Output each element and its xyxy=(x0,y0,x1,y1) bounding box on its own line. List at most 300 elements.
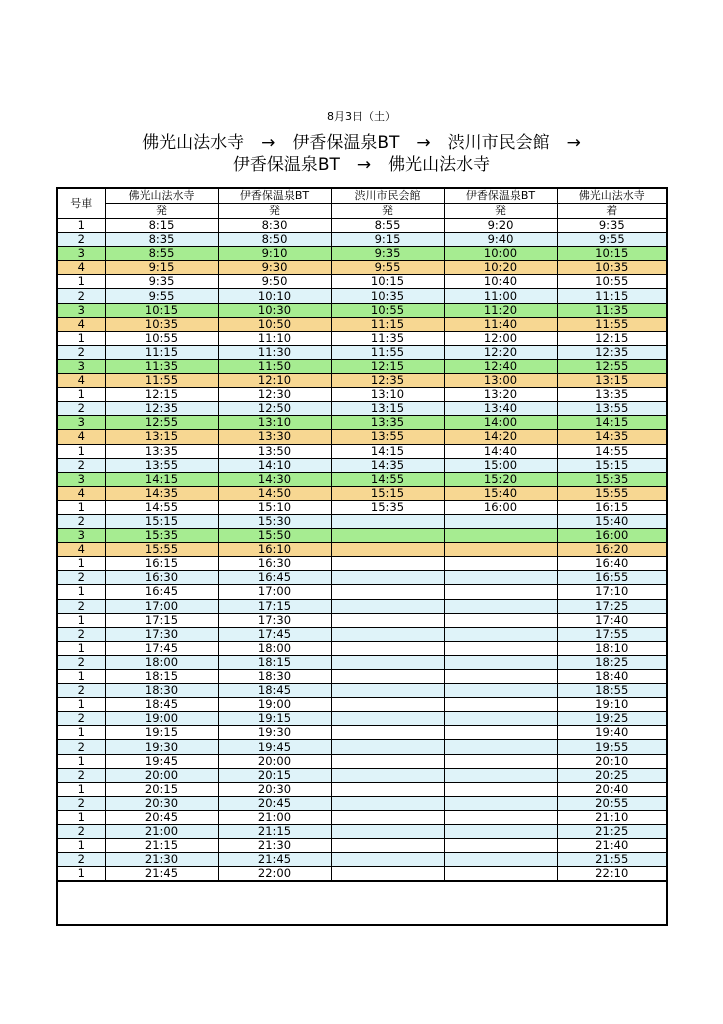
time-cell xyxy=(331,698,444,712)
time-cell: 20:45 xyxy=(218,796,331,810)
time-cell: 14:15 xyxy=(557,416,667,430)
time-cell: 15:00 xyxy=(444,458,557,472)
time-cell: 10:10 xyxy=(218,289,331,303)
time-cell xyxy=(444,754,557,768)
table-row xyxy=(57,825,667,839)
time-cell: 21:10 xyxy=(557,810,667,824)
car-number-cell: 1 xyxy=(57,754,105,768)
time-cell xyxy=(331,557,444,571)
car-number-cell: 1 xyxy=(57,839,105,853)
car-number-cell: 2 xyxy=(57,402,105,416)
time-cell: 11:15 xyxy=(557,289,667,303)
time-cell: 9:55 xyxy=(105,289,218,303)
car-number-cell: 2 xyxy=(57,853,105,867)
car-number-cell: 3 xyxy=(57,529,105,543)
car-number-cell: 1 xyxy=(57,444,105,458)
car-number-cell: 2 xyxy=(57,655,105,669)
time-cell: 13:40 xyxy=(444,402,557,416)
car-number-cell: 1 xyxy=(57,698,105,712)
time-cell: 16:30 xyxy=(105,571,218,585)
time-cell: 22:00 xyxy=(218,867,331,882)
time-cell: 20:25 xyxy=(557,768,667,782)
time-cell: 8:30 xyxy=(218,219,331,233)
stop-header-2: 伊香保温泉BT xyxy=(218,188,331,204)
car-number-cell: 2 xyxy=(57,599,105,613)
kind-header-2: 発 xyxy=(218,204,331,219)
table-row xyxy=(57,402,667,416)
time-cell: 15:40 xyxy=(444,486,557,500)
time-cell: 19:30 xyxy=(218,726,331,740)
car-number-cell: 2 xyxy=(57,233,105,247)
time-cell: 21:15 xyxy=(218,825,331,839)
table-row xyxy=(57,796,667,810)
table-row xyxy=(57,585,667,599)
time-cell: 19:15 xyxy=(105,726,218,740)
time-cell: 16:40 xyxy=(557,557,667,571)
stop-header-3: 渋川市民会館 xyxy=(331,188,444,204)
time-cell: 16:15 xyxy=(557,500,667,514)
time-cell xyxy=(444,839,557,853)
table-row xyxy=(57,430,667,444)
time-cell: 16:45 xyxy=(218,571,331,585)
time-cell: 16:10 xyxy=(218,543,331,557)
car-number-cell: 3 xyxy=(57,247,105,261)
time-cell: 18:30 xyxy=(218,670,331,684)
time-cell: 14:35 xyxy=(105,486,218,500)
time-cell: 13:35 xyxy=(105,444,218,458)
car-number-cell: 1 xyxy=(57,867,105,882)
time-cell: 19:55 xyxy=(557,740,667,754)
time-cell: 12:00 xyxy=(444,331,557,345)
time-cell: 9:15 xyxy=(105,261,218,275)
time-cell: 20:00 xyxy=(218,754,331,768)
time-cell: 14:30 xyxy=(218,472,331,486)
time-cell: 15:55 xyxy=(557,486,667,500)
table-row xyxy=(57,317,667,331)
time-cell xyxy=(444,641,557,655)
table-row xyxy=(57,571,667,585)
time-cell: 13:50 xyxy=(218,444,331,458)
time-cell: 14:55 xyxy=(557,444,667,458)
table-row xyxy=(57,261,667,275)
car-number-cell: 1 xyxy=(57,331,105,345)
table-row xyxy=(57,500,667,514)
car-number-cell: 3 xyxy=(57,472,105,486)
table-row xyxy=(57,275,667,289)
table-row xyxy=(57,627,667,641)
time-cell: 10:15 xyxy=(557,247,667,261)
car-number-cell: 2 xyxy=(57,571,105,585)
car-number-cell: 1 xyxy=(57,726,105,740)
time-cell: 17:55 xyxy=(557,627,667,641)
route-title-line1: 佛光山法水寺 → 伊香保温泉BT → 渋川市民会館 → xyxy=(142,133,581,153)
car-number-cell: 4 xyxy=(57,261,105,275)
time-cell: 10:00 xyxy=(444,247,557,261)
time-cell: 13:35 xyxy=(557,388,667,402)
table-row xyxy=(57,303,667,317)
time-cell: 15:15 xyxy=(105,514,218,528)
time-cell: 17:00 xyxy=(218,585,331,599)
time-cell: 10:15 xyxy=(105,303,218,317)
time-cell: 13:15 xyxy=(557,374,667,388)
time-cell xyxy=(444,825,557,839)
time-cell: 15:30 xyxy=(218,514,331,528)
car-number-cell: 4 xyxy=(57,430,105,444)
time-cell: 12:15 xyxy=(557,331,667,345)
timetable xyxy=(56,187,668,926)
car-number-cell: 1 xyxy=(57,613,105,627)
car-number-cell: 2 xyxy=(57,796,105,810)
time-cell: 18:30 xyxy=(105,684,218,698)
time-cell: 9:10 xyxy=(218,247,331,261)
time-cell: 13:20 xyxy=(444,388,557,402)
time-cell xyxy=(444,684,557,698)
table-row xyxy=(57,867,667,882)
table-row xyxy=(57,853,667,867)
time-cell: 11:20 xyxy=(444,303,557,317)
table-row xyxy=(57,810,667,824)
table-row xyxy=(57,712,667,726)
table-row xyxy=(57,289,667,303)
kind-header-5: 着 xyxy=(557,204,667,219)
table-row xyxy=(57,219,667,233)
time-cell: 18:25 xyxy=(557,655,667,669)
time-cell: 10:20 xyxy=(444,261,557,275)
car-number-cell: 1 xyxy=(57,275,105,289)
time-cell xyxy=(331,712,444,726)
car-number-cell: 2 xyxy=(57,740,105,754)
car-number-cell: 1 xyxy=(57,641,105,655)
time-cell: 17:15 xyxy=(218,599,331,613)
time-cell: 19:15 xyxy=(218,712,331,726)
table-row xyxy=(57,839,667,853)
time-cell xyxy=(331,768,444,782)
time-cell: 18:55 xyxy=(557,684,667,698)
stop-header-1: 佛光山法水寺 xyxy=(105,188,218,204)
time-cell: 10:35 xyxy=(331,289,444,303)
time-cell: 14:10 xyxy=(218,458,331,472)
time-cell xyxy=(331,655,444,669)
time-cell: 16:00 xyxy=(444,500,557,514)
car-number-cell: 2 xyxy=(57,825,105,839)
table-row xyxy=(57,768,667,782)
time-cell: 18:10 xyxy=(557,641,667,655)
time-cell: 13:55 xyxy=(105,458,218,472)
time-cell: 12:55 xyxy=(105,416,218,430)
table-row xyxy=(57,388,667,402)
time-cell xyxy=(444,867,557,882)
time-cell xyxy=(444,529,557,543)
time-cell: 17:30 xyxy=(105,627,218,641)
time-cell: 19:00 xyxy=(105,712,218,726)
time-cell: 16:55 xyxy=(557,571,667,585)
time-cell xyxy=(331,514,444,528)
time-cell: 12:40 xyxy=(444,359,557,373)
time-cell: 10:50 xyxy=(218,317,331,331)
time-cell: 18:00 xyxy=(218,641,331,655)
time-cell xyxy=(331,613,444,627)
time-cell: 12:15 xyxy=(105,388,218,402)
time-cell: 14:00 xyxy=(444,416,557,430)
time-cell: 20:10 xyxy=(557,754,667,768)
time-cell xyxy=(331,585,444,599)
car-number-cell: 4 xyxy=(57,317,105,331)
time-cell xyxy=(444,740,557,754)
car-number-cell: 1 xyxy=(57,557,105,571)
time-cell: 14:35 xyxy=(331,458,444,472)
time-cell: 17:40 xyxy=(557,613,667,627)
time-cell: 21:45 xyxy=(105,867,218,882)
time-cell: 18:45 xyxy=(105,698,218,712)
footer-cell xyxy=(57,881,667,925)
time-cell: 10:55 xyxy=(557,275,667,289)
kind-header-1: 発 xyxy=(105,204,218,219)
car-number-cell: 4 xyxy=(57,374,105,388)
time-cell: 11:50 xyxy=(218,359,331,373)
time-cell: 15:35 xyxy=(105,529,218,543)
time-cell: 20:30 xyxy=(105,796,218,810)
time-cell xyxy=(331,825,444,839)
time-cell: 19:10 xyxy=(557,698,667,712)
time-cell: 21:00 xyxy=(105,825,218,839)
time-cell: 15:35 xyxy=(331,500,444,514)
time-cell: 11:30 xyxy=(218,345,331,359)
time-cell: 13:55 xyxy=(557,402,667,416)
time-cell: 12:50 xyxy=(218,402,331,416)
car-number-cell: 2 xyxy=(57,514,105,528)
car-number-cell: 2 xyxy=(57,458,105,472)
stop-header-4: 伊香保温泉BT xyxy=(444,188,557,204)
time-cell: 13:00 xyxy=(444,374,557,388)
time-cell: 10:35 xyxy=(557,261,667,275)
time-cell: 21:55 xyxy=(557,853,667,867)
time-cell: 10:35 xyxy=(105,317,218,331)
table-row xyxy=(57,486,667,500)
time-cell: 21:45 xyxy=(218,853,331,867)
table-row xyxy=(57,599,667,613)
time-cell xyxy=(444,514,557,528)
time-cell: 11:35 xyxy=(557,303,667,317)
time-cell: 15:55 xyxy=(105,543,218,557)
time-cell: 10:55 xyxy=(105,331,218,345)
time-cell: 10:15 xyxy=(331,275,444,289)
time-cell xyxy=(331,810,444,824)
time-cell xyxy=(331,796,444,810)
time-cell xyxy=(444,768,557,782)
time-cell: 16:15 xyxy=(105,557,218,571)
time-cell: 21:30 xyxy=(105,853,218,867)
time-cell: 11:55 xyxy=(331,345,444,359)
time-cell xyxy=(444,712,557,726)
time-cell: 16:45 xyxy=(105,585,218,599)
time-cell: 15:35 xyxy=(557,472,667,486)
time-cell xyxy=(331,839,444,853)
time-cell: 13:30 xyxy=(218,430,331,444)
time-cell: 20:45 xyxy=(105,810,218,824)
time-cell: 15:15 xyxy=(331,486,444,500)
time-cell: 13:35 xyxy=(331,416,444,430)
time-cell: 14:35 xyxy=(557,430,667,444)
time-cell: 14:55 xyxy=(105,500,218,514)
time-cell xyxy=(444,853,557,867)
time-cell: 13:10 xyxy=(218,416,331,430)
time-cell: 21:00 xyxy=(218,810,331,824)
time-cell: 19:45 xyxy=(218,740,331,754)
time-cell xyxy=(444,543,557,557)
car-number-header: 号車 xyxy=(57,188,105,219)
car-number-cell: 2 xyxy=(57,712,105,726)
table-row xyxy=(57,684,667,698)
table-row xyxy=(57,726,667,740)
time-cell: 14:20 xyxy=(444,430,557,444)
car-number-cell: 1 xyxy=(57,810,105,824)
time-cell: 15:40 xyxy=(557,514,667,528)
time-cell: 9:55 xyxy=(557,233,667,247)
table-row xyxy=(57,359,667,373)
car-number-cell: 1 xyxy=(57,500,105,514)
kind-header-4: 発 xyxy=(444,204,557,219)
time-cell xyxy=(331,543,444,557)
time-cell xyxy=(331,670,444,684)
car-number-cell: 2 xyxy=(57,627,105,641)
time-cell: 12:55 xyxy=(557,359,667,373)
time-cell: 18:15 xyxy=(218,655,331,669)
time-cell: 17:10 xyxy=(557,585,667,599)
table-row xyxy=(57,655,667,669)
table-row xyxy=(57,557,667,571)
time-cell xyxy=(444,782,557,796)
time-cell: 8:50 xyxy=(218,233,331,247)
table-row xyxy=(57,416,667,430)
time-cell xyxy=(331,627,444,641)
time-cell: 17:00 xyxy=(105,599,218,613)
time-cell: 14:15 xyxy=(105,472,218,486)
time-cell xyxy=(331,599,444,613)
time-cell: 11:35 xyxy=(331,331,444,345)
time-cell: 10:55 xyxy=(331,303,444,317)
table-row xyxy=(57,754,667,768)
timetable-body xyxy=(57,219,667,882)
table-row xyxy=(57,529,667,543)
time-cell: 11:10 xyxy=(218,331,331,345)
time-cell xyxy=(444,613,557,627)
time-cell: 11:55 xyxy=(557,317,667,331)
time-cell: 17:15 xyxy=(105,613,218,627)
time-cell: 20:30 xyxy=(218,782,331,796)
car-number-cell: 3 xyxy=(57,416,105,430)
time-cell: 16:00 xyxy=(557,529,667,543)
time-cell: 12:35 xyxy=(331,374,444,388)
time-cell: 17:30 xyxy=(218,613,331,627)
time-cell: 13:55 xyxy=(331,430,444,444)
time-cell: 20:15 xyxy=(105,782,218,796)
time-cell xyxy=(444,796,557,810)
time-cell: 20:15 xyxy=(218,768,331,782)
time-cell: 21:40 xyxy=(557,839,667,853)
time-cell: 12:35 xyxy=(557,345,667,359)
time-cell: 11:40 xyxy=(444,317,557,331)
time-cell: 9:50 xyxy=(218,275,331,289)
timetable-header xyxy=(57,188,667,219)
time-cell xyxy=(444,585,557,599)
time-cell: 18:40 xyxy=(557,670,667,684)
time-cell: 15:20 xyxy=(444,472,557,486)
time-cell xyxy=(444,698,557,712)
car-number-cell: 4 xyxy=(57,543,105,557)
time-cell: 8:55 xyxy=(331,219,444,233)
time-cell xyxy=(444,599,557,613)
car-number-cell: 1 xyxy=(57,388,105,402)
time-cell: 9:40 xyxy=(444,233,557,247)
time-cell: 21:25 xyxy=(557,825,667,839)
time-cell: 21:30 xyxy=(218,839,331,853)
time-cell: 21:15 xyxy=(105,839,218,853)
time-cell: 18:00 xyxy=(105,655,218,669)
table-row xyxy=(57,740,667,754)
time-cell: 14:50 xyxy=(218,486,331,500)
kind-header-3: 発 xyxy=(331,204,444,219)
timetable-footer-blank xyxy=(57,881,667,925)
time-cell: 11:15 xyxy=(331,317,444,331)
car-number-cell: 2 xyxy=(57,768,105,782)
table-row xyxy=(57,670,667,684)
table-row xyxy=(57,331,667,345)
time-cell: 18:45 xyxy=(218,684,331,698)
time-cell: 9:35 xyxy=(331,247,444,261)
time-cell: 17:45 xyxy=(105,641,218,655)
time-cell: 20:00 xyxy=(105,768,218,782)
time-cell: 12:15 xyxy=(331,359,444,373)
table-row xyxy=(57,233,667,247)
time-cell: 9:35 xyxy=(105,275,218,289)
car-number-cell: 4 xyxy=(57,486,105,500)
time-cell: 11:15 xyxy=(105,345,218,359)
time-cell xyxy=(331,740,444,754)
table-row xyxy=(57,458,667,472)
time-cell: 20:55 xyxy=(557,796,667,810)
table-row xyxy=(57,514,667,528)
time-cell: 19:45 xyxy=(105,754,218,768)
time-cell: 10:30 xyxy=(218,303,331,317)
car-number-cell: 2 xyxy=(57,684,105,698)
time-cell: 13:10 xyxy=(331,388,444,402)
table-row xyxy=(57,345,667,359)
car-number-cell: 1 xyxy=(57,219,105,233)
time-cell: 17:25 xyxy=(557,599,667,613)
car-number-cell: 2 xyxy=(57,289,105,303)
time-cell: 20:40 xyxy=(557,782,667,796)
time-cell xyxy=(331,529,444,543)
car-number-cell: 2 xyxy=(57,345,105,359)
time-cell xyxy=(444,557,557,571)
table-row xyxy=(57,543,667,557)
table-row xyxy=(57,374,667,388)
time-cell xyxy=(444,627,557,641)
time-cell: 15:10 xyxy=(218,500,331,514)
time-cell xyxy=(331,726,444,740)
time-cell: 11:55 xyxy=(105,374,218,388)
time-cell xyxy=(444,571,557,585)
time-cell: 9:15 xyxy=(331,233,444,247)
time-cell xyxy=(444,670,557,684)
time-cell: 18:15 xyxy=(105,670,218,684)
time-cell xyxy=(331,867,444,882)
time-cell: 8:35 xyxy=(105,233,218,247)
car-number-cell: 1 xyxy=(57,670,105,684)
time-cell: 11:35 xyxy=(105,359,218,373)
time-cell xyxy=(331,684,444,698)
time-cell xyxy=(331,782,444,796)
